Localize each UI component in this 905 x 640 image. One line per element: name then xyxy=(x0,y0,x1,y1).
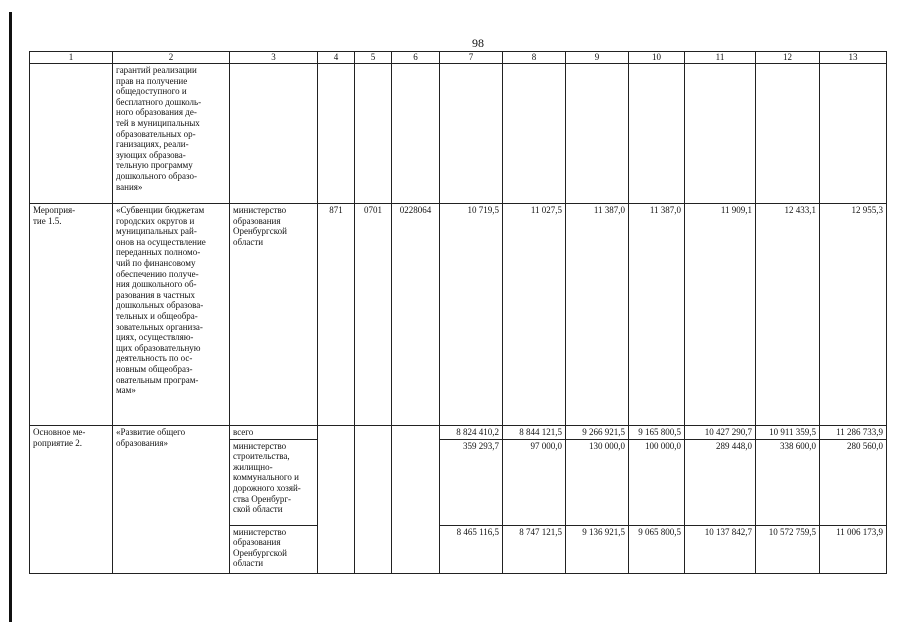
code-cell: 0701 xyxy=(355,204,392,426)
executor-cell: министерство строительства, жилищно- коммунального и дорожного хозяй- ства Оренбург- ской области xyxy=(230,439,318,525)
measure-name-cell: «Развитие общего образования» xyxy=(113,426,230,574)
value-cell: 11 027,5 xyxy=(503,204,566,426)
scan-border-line xyxy=(9,12,12,622)
table-row xyxy=(30,64,887,204)
header-cell: 3 xyxy=(230,52,318,64)
value-cell: 10 137 842,7 xyxy=(685,525,756,573)
header-cell: 4 xyxy=(318,52,355,64)
header-cell: 11 xyxy=(685,52,756,64)
executor-cell: всего xyxy=(230,426,318,440)
value-cell: 10 572 759,5 xyxy=(756,525,820,573)
value-cell: 9 065 800,5 xyxy=(629,525,685,573)
value-cell: 97 000,0 xyxy=(503,439,566,525)
value-cell: 11 286 733,9 xyxy=(820,426,887,440)
value-cell: 9 165 800,5 xyxy=(629,426,685,440)
header-cell: 6 xyxy=(392,52,440,64)
header-cell: 12 xyxy=(756,52,820,64)
executor-cell: министерство образования Оренбургской области xyxy=(230,525,318,573)
value-cell: 8 747 121,5 xyxy=(503,525,566,573)
header-cell: 2 xyxy=(113,52,230,64)
header-cell: 13 xyxy=(820,52,887,64)
measure-name-cell: гарантий реализации прав на получение общедоступного и бесплатного дошколь- ного образования де- тей в муниципальных образовательных ор- ганизациях, реали- зующих образова- тельную программу дошкольного образо- вания» xyxy=(113,64,230,204)
header-cell: 10 xyxy=(629,52,685,64)
measure-label-cell: Основное ме- роприятие 2. xyxy=(30,426,113,574)
value-cell: 11 387,0 xyxy=(629,204,685,426)
measure-label-cell: Мероприя- тие 1.5. xyxy=(30,204,113,426)
value-cell: 359 293,7 xyxy=(440,439,503,525)
page-number: 98 xyxy=(472,36,484,50)
header-cell: 7 xyxy=(440,52,503,64)
value-cell: 8 844 121,5 xyxy=(503,426,566,440)
value-cell: 100 000,0 xyxy=(629,439,685,525)
value-cell: 280 560,0 xyxy=(820,439,887,525)
value-cell: 130 000,0 xyxy=(566,439,629,525)
column-number-row xyxy=(30,52,887,64)
value-cell: 11 006 173,9 xyxy=(820,525,887,573)
table-row xyxy=(30,426,887,440)
value-cell: 12 433,1 xyxy=(756,204,820,426)
value-cell: 9 266 921,5 xyxy=(566,426,629,440)
value-cell: 11 387,0 xyxy=(566,204,629,426)
value-cell: 338 600,0 xyxy=(756,439,820,525)
value-cell: 10 911 359,5 xyxy=(756,426,820,440)
value-cell: 11 909,1 xyxy=(685,204,756,426)
code-cell: 0228064 xyxy=(392,204,440,426)
header-cell: 8 xyxy=(503,52,566,64)
code-cell: 871 xyxy=(318,204,355,426)
value-cell: 289 448,0 xyxy=(685,439,756,525)
value-cell: 9 136 921,5 xyxy=(566,525,629,573)
value-cell: 10 719,5 xyxy=(440,204,503,426)
value-cell: 12 955,3 xyxy=(820,204,887,426)
value-cell: 8 824 410,2 xyxy=(440,426,503,440)
value-cell: 8 465 116,5 xyxy=(440,525,503,573)
value-cell: 10 427 290,7 xyxy=(685,426,756,440)
table-row xyxy=(30,204,887,426)
header-cell: 5 xyxy=(355,52,392,64)
header-cell: 9 xyxy=(566,52,629,64)
executor-cell: министерство образования Оренбургской области xyxy=(230,204,318,426)
budget-table xyxy=(29,51,887,574)
header-cell: 1 xyxy=(30,52,113,64)
measure-name-cell: «Субвенции бюджетам городских округов и муниципальных рай- онов на осуществление переданных полномо- чий по финансовому обеспечению получе- ния дошкольного об- разования в частных дошкольных образова- тельных и общеобра- зовательных организа- циях, осуществляю- щих образовательную деятельность по ос- новным общеобраз- овательным програм- мам» xyxy=(113,204,230,426)
